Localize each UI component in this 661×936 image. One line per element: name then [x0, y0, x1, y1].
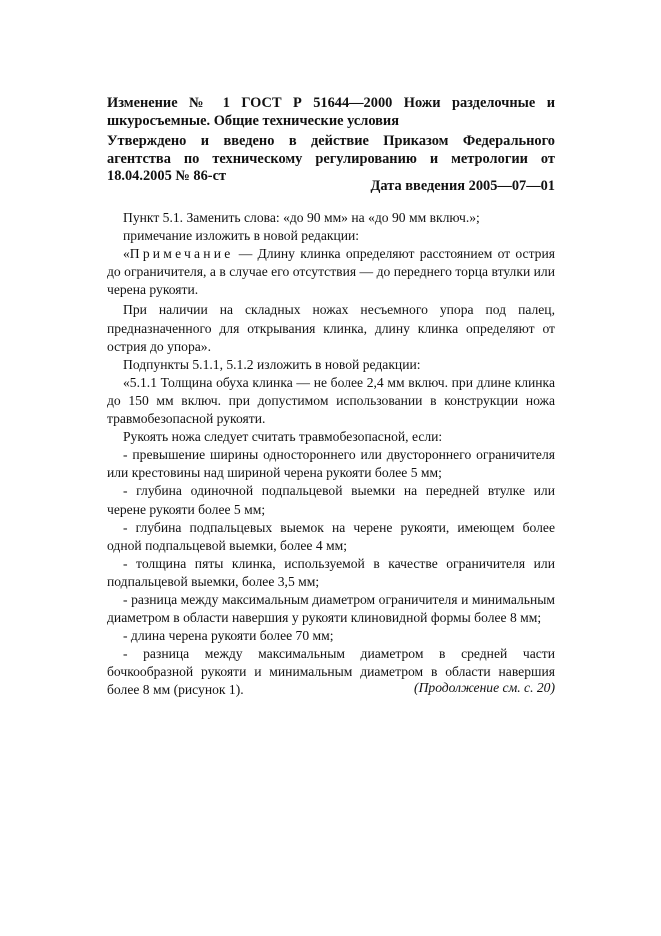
document-body	[107, 209, 555, 700]
paragraph-safe-handle-intro: Рукоять ножа следует считать травмобезопасной, если:	[123, 429, 443, 445]
note-label: Примечание	[129, 246, 234, 262]
list-item: - глубина одиночной подпальцевой выемки на передней втулке или черене рукояти более 5 мм;	[107, 483, 555, 517]
approval-statement: Утверждено и введено в действие Приказом Федерального агентства по техническому регулированию и метрологии от 18.04.2005 № 86-ст	[107, 133, 555, 184]
paragraph-folding-knives: При наличии на складных ножах несъемного упора под палец, предназначенного для открывания клинка, длину клинка определяют от острия до упора».	[107, 302, 555, 354]
list-item: - превышение ширины одностороннего или двустороннего ограничителя или крестовины над шириной черена рукояти более 5 мм;	[107, 447, 555, 481]
amendment-title: Изменение № 1 ГОСТ Р 51644—2000 Ножи разделочные и шкуросъемные. Общие технические условия	[107, 95, 555, 129]
list-item: - глубина подпальцевых выемок на черене рукояти, имеющем более одной подпальцевой выемки, более 4 мм;	[107, 519, 555, 553]
paragraph-clause-5-1-1: «5.1.1 Толщина обуха клинка — не более 2,4 мм включ. при длине клинка до 150 мм включ. при допустимом использовании в конструкции ножа травмобезопасной рукояти.	[107, 374, 555, 427]
note-text: — Длину клинка определяют расстоянием от острия до ограничителя, а в случае его отсутствия — до переднего торца втулки или черена рукояти.	[107, 246, 555, 298]
list-item: - длина черена рукояти более 70 мм;	[123, 628, 334, 644]
paragraph-note-intro: примечание изложить в новой редакции:	[123, 228, 360, 244]
paragraph-subclauses-intro: Подпункты 5.1.1, 5.1.2 изложить в новой редакции:	[123, 356, 421, 372]
paragraph-note	[107, 245, 555, 299]
note-open-quote: «	[123, 246, 130, 262]
effective-date: Дата введения 2005—07—01	[370, 178, 555, 194]
list-item: - разница между максимальным диаметром ограничителя и минимальным диаметром в области навершия у рукояти клиновидной формы более 8 мм;	[107, 591, 555, 626]
list-item: - разница между максимальным диаметром в средней части бочкообразной рукояти и минимальным диаметром в области навершия более 8 мм (рисунок 1).	[107, 646, 555, 698]
paragraph-clause-5-1: Пункт 5.1. Заменить слова: «до 90 мм» на «до 90 мм включ.»;	[123, 210, 480, 225]
continuation-note: (Продолжение см. с. 20)	[414, 680, 555, 695]
list-item: - толщина пяты клинка, используемой в качестве ограничителя или подпальцевой выемки, более 3,5 мм;	[107, 555, 555, 589]
